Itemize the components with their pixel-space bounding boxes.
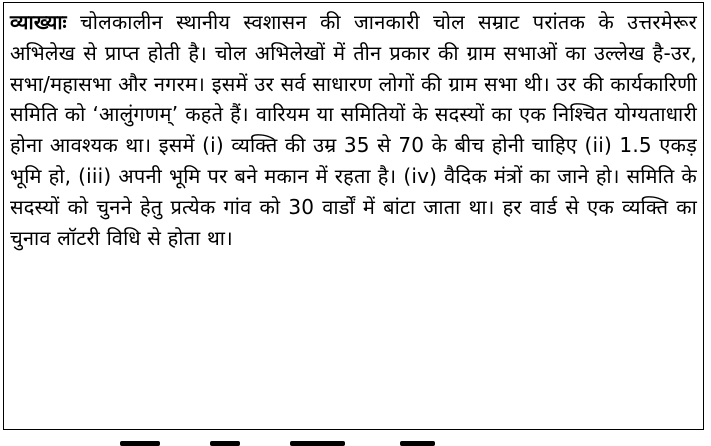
explanation-label: व्याख्याः: [10, 10, 67, 34]
explanation-box: [3, 2, 704, 430]
explanation-paragraph: [4, 3, 703, 253]
explanation-text: चोलकालीन स्थानीय स्वशासन की जानकारी चोल सम्राट परांतक के उत्तरमेरूर अभिलेख से प्राप्त होती है। चोल अभिलेखों में तीन प्रकार की ग्राम सभाओं का उल्लेख है-उर, सभा/महासभा और नगरम। इसमें उर सर्व साधारण लोगों की ग्राम सभा थी। उर की कार्यकारिणी समिति को ‘आलुंगणम्’ कहते हैं। वारियम या समितियों के सदस्यों का एक निश्चित योग्यताधारी होना आवश्यक था। इसमें (i) व्यक्ति की उम्र 35 से 70 के बीच होनी चाहिए (ii) 1.5 एकड़ भूमि हो, (iii) अपनी भूमि पर बने मकान में रहता है। (iv) वैदिक मंत्रों का जाने हो। समिति के सदस्यों को चुनने हेतु प्रत्येक गांव को 30 वार्डों में बांटा जाता था। हर वार्ड से एक व्यक्ति का चुनाव लॉटरी विधि से होता था।: [10, 10, 697, 250]
cropped-next-line: [100, 438, 520, 446]
